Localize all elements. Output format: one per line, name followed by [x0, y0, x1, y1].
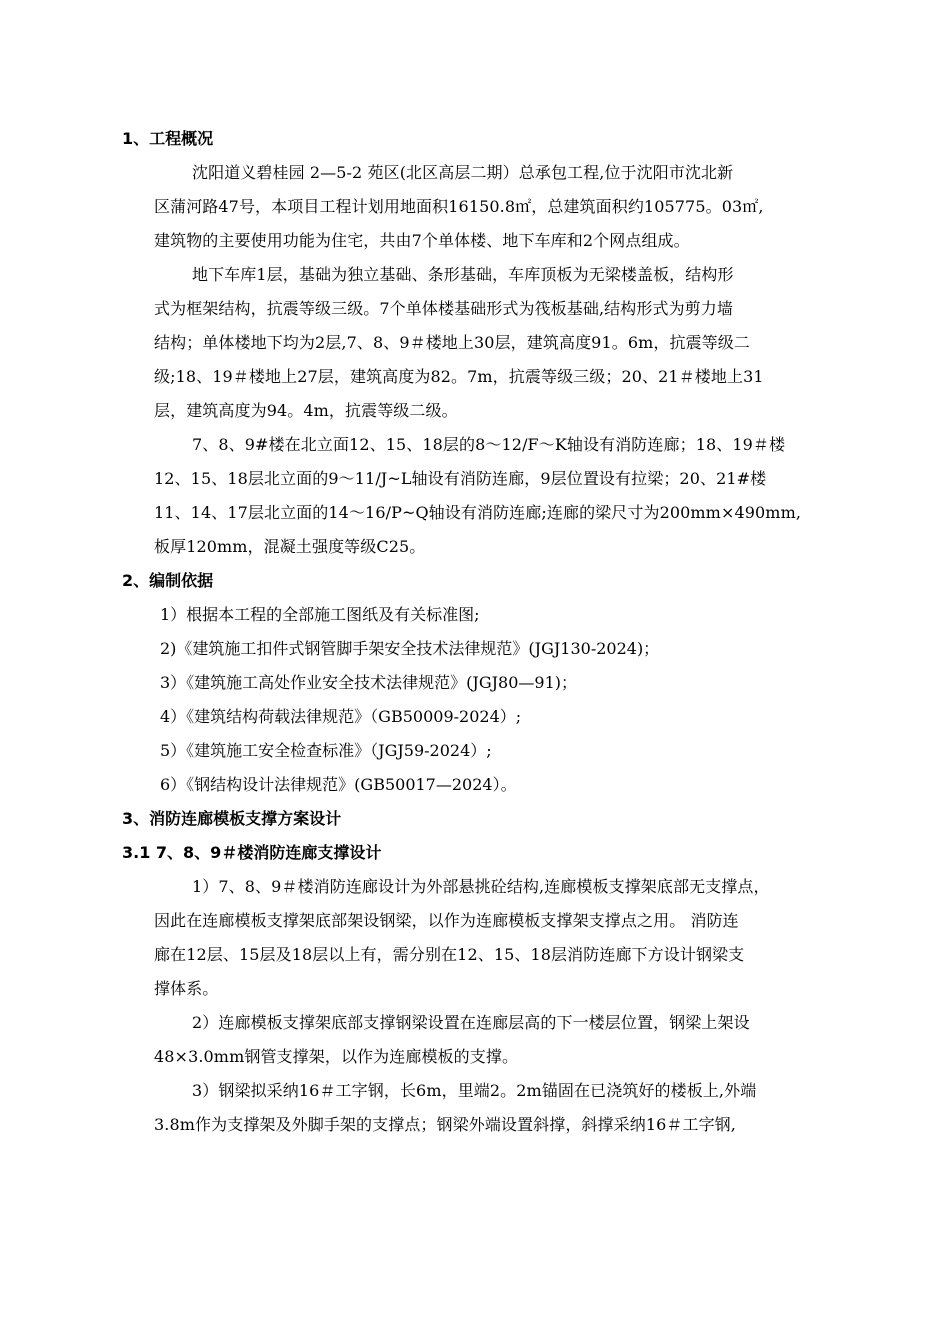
paragraph-steel-beam-position	[122, 1006, 830, 1074]
paragraph-fire-corridor	[122, 428, 830, 564]
text-line: 1）7、8、9＃楼消防连廊设计为外部悬挑砼结构,连廊模板支撑架底部无支撑点，	[192, 877, 770, 896]
text-line: 级;18、19＃楼地上27层，建筑高度为82。7m，抗震等级三级；20、21＃楼地上31	[154, 367, 764, 386]
paragraph-steel-beam-spec	[122, 1074, 830, 1142]
text-line: 廊在12层、15层及18层以上有，需分别在12、15、18层消防连廊下方设计钢梁支	[154, 945, 745, 964]
section-heading-project-overview: 1、工程概况	[122, 129, 214, 148]
text-line: 7、8、9#楼在北立面12、15、18层的8～12/F～K轴设有消防连廊；18、19＃楼	[192, 435, 786, 454]
text-line: 层，建筑高度为94。4m，抗震等级二级。	[154, 401, 458, 420]
paragraph-structure-info	[122, 258, 830, 428]
reference-item: 4）《建筑结构荷载法律规范》（GB50009-2024）;	[160, 707, 522, 726]
section-heading-basis: 2、编制依据	[122, 571, 214, 590]
reference-item: 5）《建筑施工安全检查标准》（JGJ59-2024）;	[160, 741, 492, 760]
text-line: 2）连廊模板支撑架底部支撑钢梁设置在连廊层高的下一楼层位置，钢梁上架设	[192, 1013, 750, 1032]
text-line: 3.8m作为支撑架及外脚手架的支撑点；钢梁外端设置斜撑，斜撑采纳16＃工字钢,	[154, 1115, 736, 1134]
reference-item: 3）《建筑施工高处作业安全技术法律规范》(JGJ80—91)；	[160, 673, 577, 692]
text-line: 地下车库1层，基础为独立基础、条形基础，车库顶板为无梁楼盖板，结构形	[192, 265, 734, 284]
paragraph-cantilever-design	[122, 870, 830, 1006]
document-page	[122, 122, 830, 1142]
text-line: 48×3.0mm钢管支撑架，以作为连廊模板的支撑。	[154, 1047, 519, 1066]
subsection-heading-3-1: 3.1 7、8、9＃楼消防连廊支撑设计	[122, 843, 382, 862]
reference-item: 6）《钢结构设计法律规范》(GB50017—2024）。	[160, 775, 517, 794]
text-line: 3）钢梁拟采纳16＃工字钢，长6m，里端2。2m锚固在已浇筑好的楼板上,外端	[192, 1081, 757, 1100]
text-line: 式为框架结构，抗震等级三级。7个单体楼基础形式为筏板基础,结构形式为剪力墙	[154, 299, 733, 318]
text-line: 建筑物的主要使用功能为住宅，共由7个单体楼、地下车库和2个网点组成。	[154, 231, 690, 250]
text-line: 12、15、18层北立面的9～11/J~L轴设有消防连廊，9层位置设有拉梁；20、21#楼	[154, 469, 767, 488]
text-line: 板厚120mm，混凝土强度等级C25。	[154, 537, 426, 556]
text-line: 区蒲河路47号，本项目工程计划用地面积16150.8㎡，总建筑面积约105775。03㎡,	[154, 197, 764, 216]
paragraph-project-location	[122, 156, 830, 258]
section-heading-support-design: 3、消防连廊模板支撑方案设计	[122, 809, 342, 828]
text-line: 因此在连廊模板支撑架底部架设钢梁，以作为连廊模板支撑架支撑点之用。 消防连	[154, 911, 739, 930]
text-line: 11、14、17层北立面的14～16/P~Q轴设有消防连廊;连廊的梁尺寸为200mm×490mm,	[154, 503, 802, 522]
text-line: 沈阳道义碧桂园 2—5-2 苑区(北区高层二期）总承包工程,位于沈阳市沈北新	[192, 163, 734, 182]
text-line: 结构；单体楼地下均为2层,7、8、9＃楼地上30层，建筑高度91。6m，抗震等级二	[154, 333, 750, 352]
reference-item: 2)《建筑施工扣件式钢管脚手架安全技术法律规范》(JGJ130-2024)；	[160, 639, 660, 658]
reference-item: 1）根据本工程的全部施工图纸及有关标准图;	[160, 605, 480, 624]
text-line: 撑体系。	[154, 979, 219, 998]
